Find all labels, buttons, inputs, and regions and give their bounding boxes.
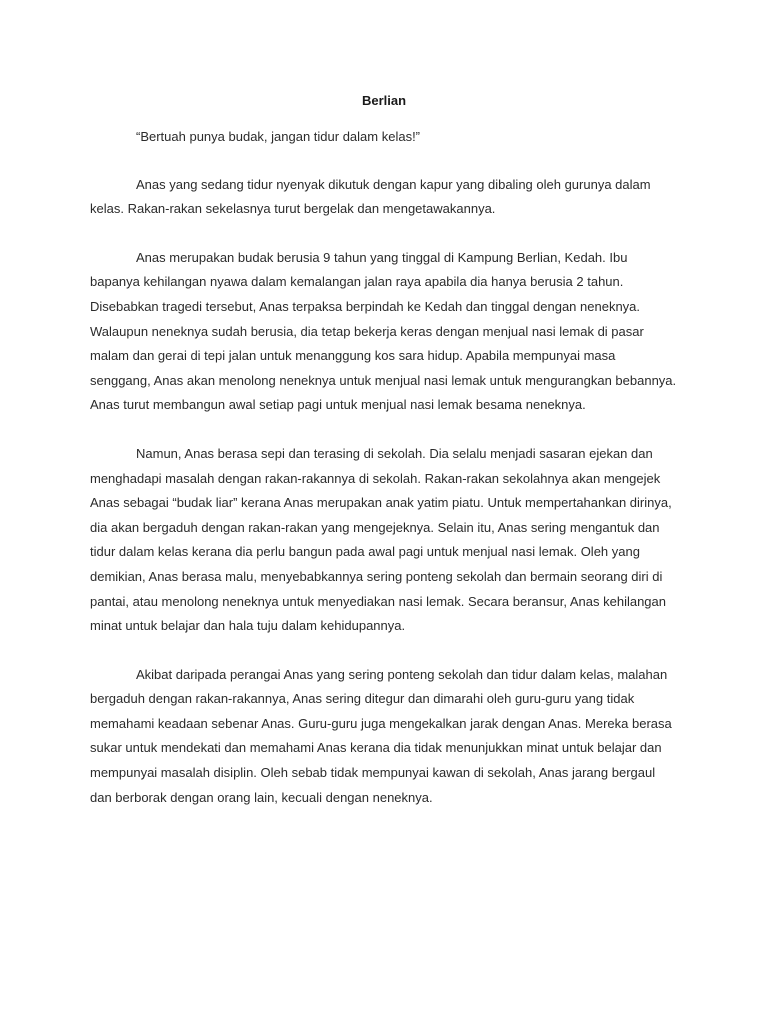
paragraph-school-problems: Namun, Anas berasa sepi dan terasing di sekolah. Dia selalu menjadi sasaran ejekan dan menghadapi masalah dengan rakan-rakannya di sekolah. Rakan-rakan sekolahnya akan mengejek Anas sebagai “budak liar” kerana Anas merupakan anak yatim piatu. Untuk mempertahankan dirinya, dia akan bergaduh dengan rakan-rakan yang mengejeknya. Selain itu, Anas sering mengantuk dan tidur dalam kelas kerana dia perlu bangun pada awal pagi untuk menjual nasi lemak. Oleh yang demikian, Anas berasa malu, menyebabkannya sering ponteng sekolah dan bermain seorang diri di pantai, atau menolong neneknya untuk menyediakan nasi lemak. Secara beransur, Anas kehilangan minat untuk belajar dan hala tuju dalam kehidupannya.: [90, 445, 672, 634]
paragraph-background: Anas merupakan budak berusia 9 tahun yang tinggal di Kampung Berlian, Kedah. Ibu bapanya kehilangan nyawa dalam kemalangan jalan raya apabila dia hanya berusia 2 tahun. Disebabkan tragedi tersebut, Anas terpaksa berpindah ke Kedah dan tinggal dengan neneknya. Walaupun neneknya sudah berusia, dia tetap bekerja keras dengan menjual nasi lemak di pasar malam dan gerai di tepi jalan untuk menanggung kos sara hidup. Apabila mempunyai masa senggang, Anas akan menolong neneknya untuk menjual nasi lemak untuk mengurangkan bebannya. Anas turut membangun awal setiap pagi untuk menjual nasi lemak besama neneknya.: [90, 249, 677, 413]
paragraph-opening-quote: “Bertuah punya budak, jangan tidur dalam kelas!”: [136, 129, 421, 144]
paragraph-classroom: Anas yang sedang tidur nyenyak dikutuk dengan kapur yang dibaling oleh gurunya dalam kelas. Rakan-rakan sekelasnya turut bergelak dan mengetawakannya.: [90, 176, 651, 217]
document-title: Berlian: [361, 93, 407, 108]
paragraph-teachers: Akibat daripada perangai Anas yang sering ponteng sekolah dan tidur dalam kelas, malahan bergaduh dengan rakan-rakannya, Anas sering ditegur dan dimarahi oleh guru-guru yang tidak memahami keadaan sebenar Anas. Guru-guru juga mengekalkan jarak dengan Anas. Mereka berasa sukar untuk mendekati dan memahami Anas kerana dia tidak menunjukkan minat untuk belajar dan mempunyai masalah disiplin. Oleh sebab tidak mempunyai kawan di sekolah, Anas jarang bergaul dan berborak dengan orang lain, kecuali dengan neneknya.: [90, 666, 672, 805]
